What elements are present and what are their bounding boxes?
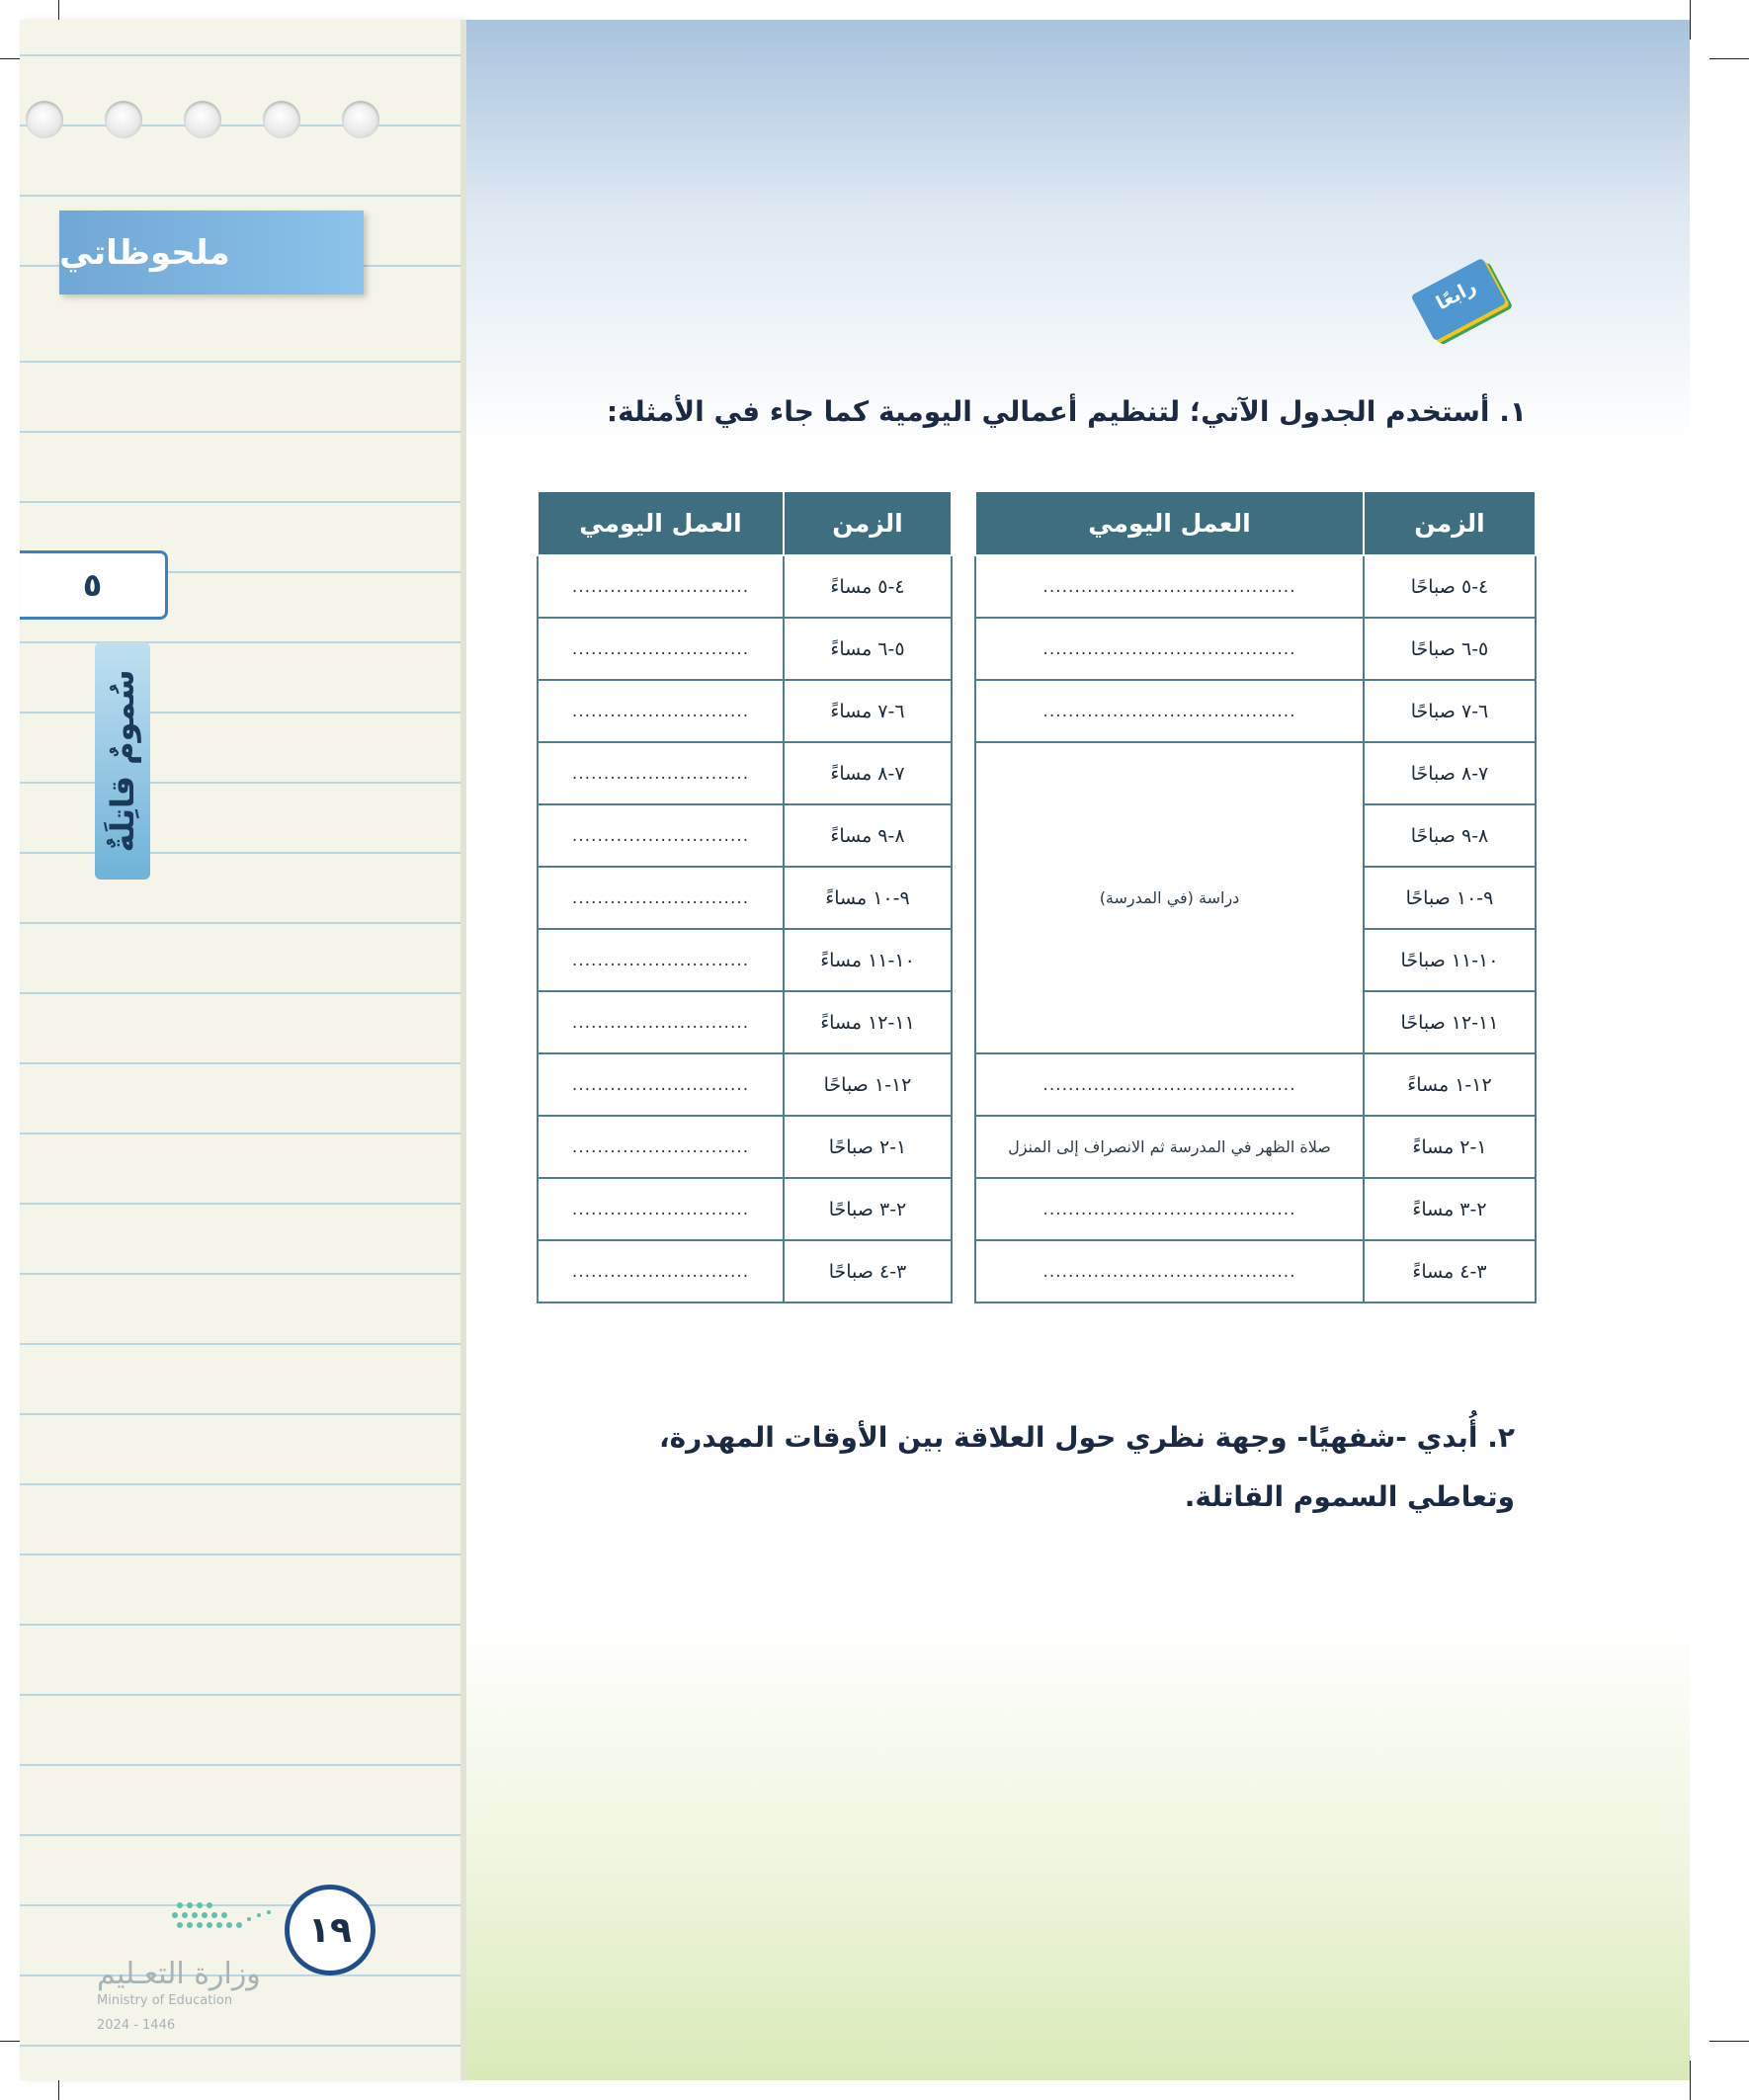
activity-blank[interactable]: ............................: [538, 867, 784, 929]
binder-holes: [26, 101, 379, 138]
table-row: [538, 929, 952, 991]
binder-hole: [263, 101, 300, 138]
time-cell: ٨-٩ صباحًا: [1364, 804, 1536, 867]
activity-blank[interactable]: ........................................: [975, 555, 1364, 618]
table-row: [975, 618, 1536, 680]
crop-mark: [1709, 58, 1749, 59]
time-cell: ٥-٦ مساءً: [784, 618, 952, 680]
table-row: [538, 555, 952, 618]
notes-label: ملحوظاتي: [59, 210, 364, 294]
table-row: [538, 1116, 952, 1178]
schedule-table-night: [537, 490, 953, 1303]
time-cell: ٣-٤ صباحًا: [784, 1240, 952, 1302]
table-row: [538, 742, 952, 804]
question-1: ١. أستخدم الجدول الآتي؛ لتنظيم أعمالي اليومية كما جاء في الأمثلة:: [606, 395, 1527, 428]
question-2: ٢. أُبدي -شفهيًا- وجهة نظري حول العلاقة بين الأوقات المهدرة، وتعاطي السموم القاتلة.: [658, 1421, 1515, 1513]
time-cell: ٥-٦ صباحًا: [1364, 618, 1536, 680]
activity-blank[interactable]: ............................: [538, 804, 784, 867]
ministry-logo-dots-icon: [170, 1897, 289, 1947]
time-cell: ٧-٨ صباحًا: [1364, 742, 1536, 804]
binder-hole: [184, 101, 221, 138]
table-row: [538, 618, 952, 680]
ministry-year: 2024 - 1446: [97, 2018, 176, 2033]
time-cell: ٦-٧ صباحًا: [1364, 680, 1536, 742]
table-row: [975, 1240, 1536, 1302]
time-cell: ٤-٥ صباحًا: [1364, 555, 1536, 618]
time-cell: ٩-١٠ مساءً: [784, 867, 952, 929]
ministry-name-ar: وزارة التعـليم: [97, 1957, 261, 1991]
binder-hole: [342, 101, 379, 138]
table-row: [538, 804, 952, 867]
binder-hole: [26, 101, 63, 138]
crop-mark: [1709, 2041, 1749, 2042]
time-cell: ٢-٣ صباحًا: [784, 1178, 952, 1240]
table-row: [538, 1240, 952, 1302]
activity-cell: دراسة (في المدرسة): [975, 742, 1364, 1053]
section-badge-label: رابعًا: [1432, 275, 1480, 315]
table-row: [975, 742, 1536, 804]
activity-blank[interactable]: ............................: [538, 1178, 784, 1240]
page-number: ١٩: [285, 1885, 375, 1975]
column-header-activity: العمل اليومي: [538, 491, 784, 555]
table-row: [538, 1178, 952, 1240]
table-row: [538, 991, 952, 1053]
column-header-time: الزمن: [784, 491, 952, 555]
activity-blank[interactable]: ........................................: [975, 680, 1364, 742]
table-row: [975, 555, 1536, 618]
table-row: [975, 1053, 1536, 1116]
time-cell: ٣-٤ مساءً: [1364, 1240, 1536, 1302]
activity-blank[interactable]: ............................: [538, 742, 784, 804]
activity-blank[interactable]: ............................: [538, 618, 784, 680]
column-header-time: الزمن: [1364, 491, 1536, 555]
time-cell: ٤-٥ مساءً: [784, 555, 952, 618]
activity-blank[interactable]: ............................: [538, 555, 784, 618]
time-cell: ١١-١٢ مساءً: [784, 991, 952, 1053]
table-row: [975, 680, 1536, 742]
activity-blank[interactable]: ............................: [538, 929, 784, 991]
activity-blank[interactable]: ............................: [538, 680, 784, 742]
table-row: [975, 1116, 1536, 1178]
activity-blank[interactable]: ........................................: [975, 1053, 1364, 1116]
lesson-title-tab: [95, 642, 150, 880]
time-cell: ١٢-١ صباحًا: [784, 1053, 952, 1116]
activity-blank[interactable]: ............................: [538, 1116, 784, 1178]
ministry-name-en: Ministry of Education: [97, 1993, 233, 2008]
activity-blank[interactable]: ............................: [538, 1240, 784, 1302]
activity-blank[interactable]: ........................................: [975, 1240, 1364, 1302]
time-cell: ٧-٨ مساءً: [784, 742, 952, 804]
schedule-table-day: [974, 490, 1537, 1303]
time-cell: ٨-٩ مساءً: [784, 804, 952, 867]
activity-blank[interactable]: ............................: [538, 991, 784, 1053]
lesson-title: سُمومٌ قاتِلَةٌ: [104, 669, 141, 853]
activity-blank[interactable]: ........................................: [975, 1178, 1364, 1240]
column-header-activity: العمل اليومي: [975, 491, 1364, 555]
activity-blank[interactable]: ........................................: [975, 618, 1364, 680]
time-cell: ١-٢ مساءً: [1364, 1116, 1536, 1178]
binder-hole: [105, 101, 142, 138]
table-row: [538, 1053, 952, 1116]
crop-mark: [1690, 2060, 1691, 2100]
ministry-logo: [97, 1957, 261, 2033]
time-cell: ١١-١٢ صباحًا: [1364, 991, 1536, 1053]
notes-sidebar: [20, 20, 466, 2080]
time-cell: ٩-١٠ صباحًا: [1364, 867, 1536, 929]
table-row: [538, 680, 952, 742]
time-cell: ٦-٧ مساءً: [784, 680, 952, 742]
time-cell: ٢-٣ مساءً: [1364, 1178, 1536, 1240]
table-row: [538, 867, 952, 929]
time-cell: ١-٢ صباحًا: [784, 1116, 952, 1178]
time-cell: ١٠-١١ صباحًا: [1364, 929, 1536, 991]
lesson-number: ٥: [20, 550, 168, 620]
table-row: [975, 1178, 1536, 1240]
time-cell: ١٠-١١ مساءً: [784, 929, 952, 991]
activity-blank[interactable]: ............................: [538, 1053, 784, 1116]
crop-mark: [1690, 0, 1691, 40]
activity-cell: صلاة الظهر في المدرسة ثم الانصراف إلى المنزل: [975, 1116, 1364, 1178]
time-cell: ١٢-١ مساءً: [1364, 1053, 1536, 1116]
